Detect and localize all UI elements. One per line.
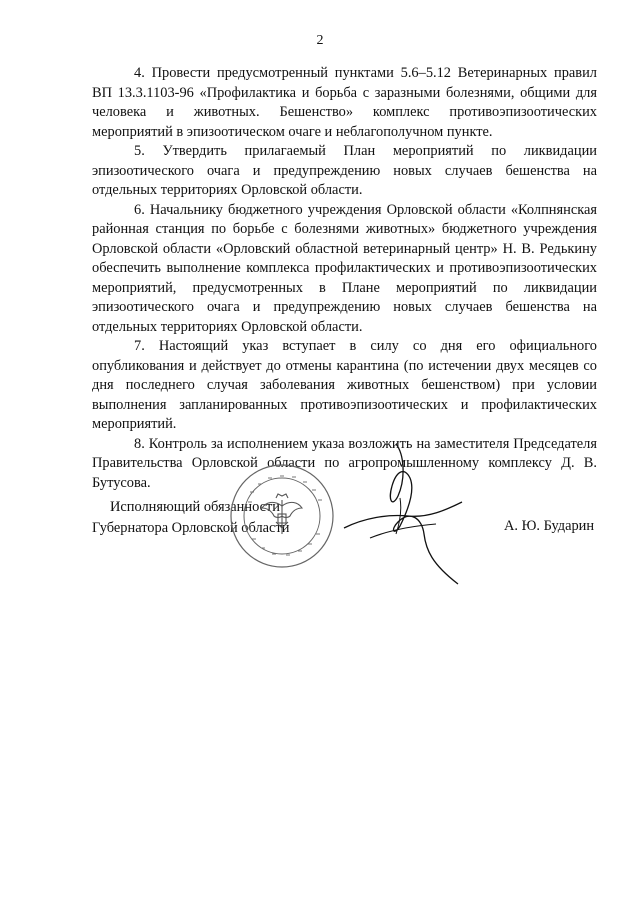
- handwritten-signature: [340, 438, 500, 588]
- signatory-title-line2: Губернатора Орловской области: [92, 520, 290, 536]
- official-seal: [228, 462, 336, 570]
- paragraph-8: 8. Контроль за исполнением указа возложить на заместителя Председателя Правительства Орловской области по агропромышленному комплексу Д. В. Бутусова.: [92, 435, 597, 491]
- paragraph-7: 7. Настоящий указ вступает в силу со дня его официального опубликования и действует до отмены карантина (по истечении двух месяцев со дня последнего случая заболевания животных бешенством) при условии выполнения запланированных противоэпизоотических и профилактических мероприятий.: [92, 338, 597, 432]
- decree-body: [92, 64, 597, 493]
- eagle-emblem-icon: [262, 494, 302, 534]
- paragraph-4: 4. Провести предусмотренный пунктами 5.6–5.12 Ветеринарных правил ВП 13.3.1103-96 «Профилактика и борьба с заразными болезнями, общими для человека и животных. Бешенство» комплекс противоэпизоотических мероприятий в эпизоотическом очаге и неблагополучном пункте.: [92, 65, 597, 140]
- seal-ring-lettering: [246, 476, 322, 555]
- signatory-name: А. Ю. Бударин: [504, 518, 595, 534]
- signatory-title-line1: Исполняющий обязанности: [110, 499, 281, 515]
- page-number: 2: [316, 33, 324, 48]
- paragraph-6: 6. Начальнику бюджетного учреждения Орловской области «Колпнянская районная станция по борьбе с болезнями животных» бюджетного учреждения Орловской области «Орловский областной ветеринарный центр» Н. В. Редькину обеспечить выполнение комплекса профилактических и противоэпизоотических мероприятий, предусмотренных в Плане мероприятий по ликвидации эпизоотического очага и предупреждению новых случаев бешенства на отдельных территориях Орловской области.: [92, 201, 597, 335]
- paragraph-5: 5. Утвердить прилагаемый План мероприятий по ликвидации эпизоотического очага и предупреждению новых случаев бешенства на отдельных территориях Орловской области.: [92, 143, 597, 198]
